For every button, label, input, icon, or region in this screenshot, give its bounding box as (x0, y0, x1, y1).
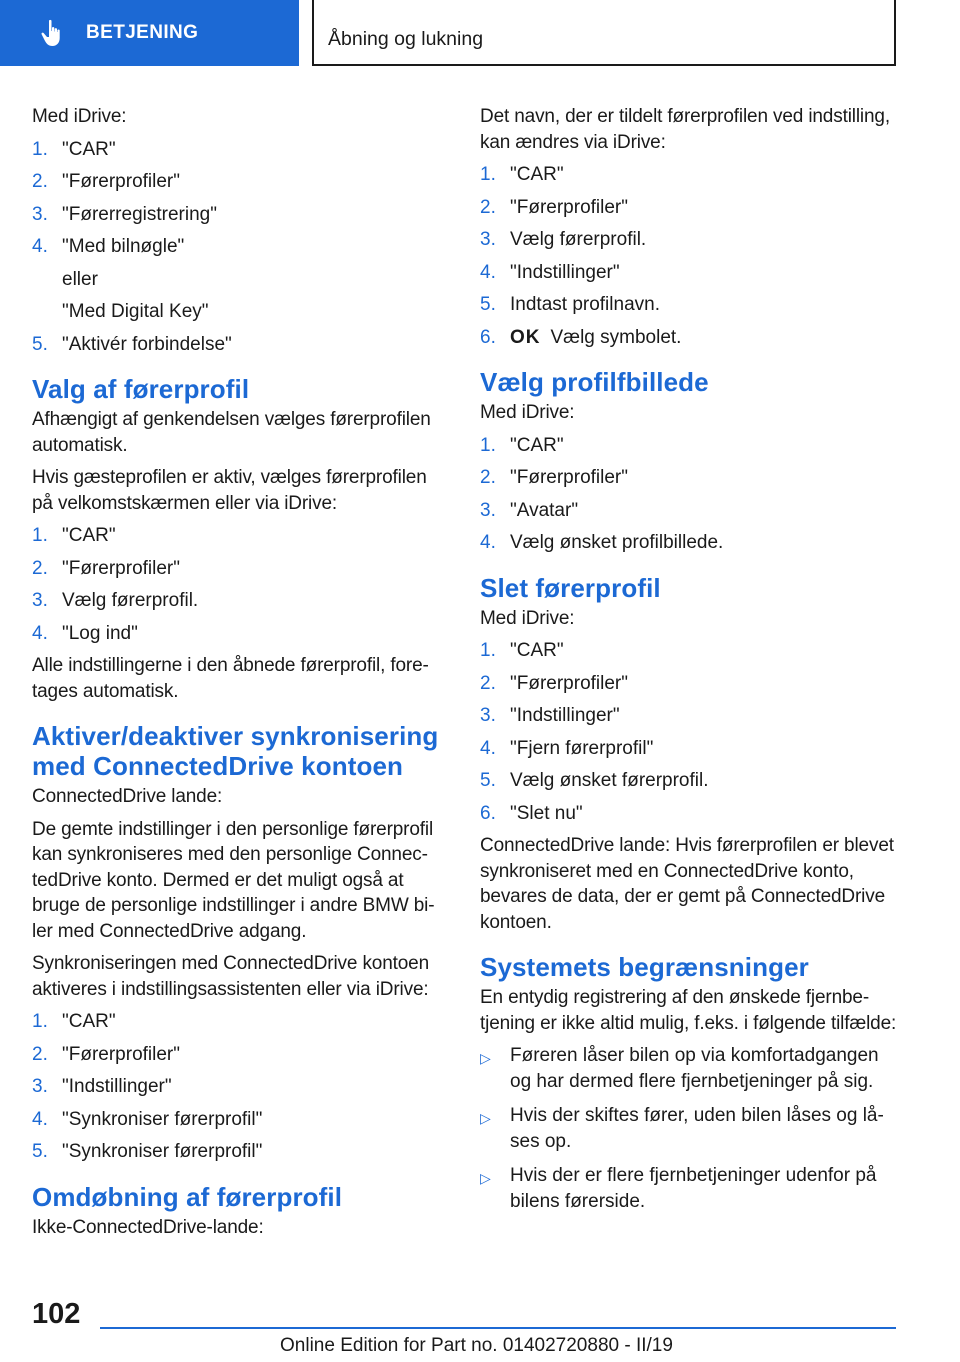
list-item (480, 1103, 898, 1154)
step-text (510, 768, 898, 794)
step-number: 3. (32, 1076, 48, 1097)
step-line: "Førerregistrering" (62, 203, 217, 225)
step-number: 3. (32, 203, 48, 225)
step-text (62, 1139, 444, 1165)
list-item (32, 1107, 444, 1133)
list-item (480, 530, 898, 556)
step-line: "Førerprofiler" (510, 467, 628, 488)
step-number: 2. (32, 1043, 48, 1065)
step-line: "CAR" (62, 138, 116, 160)
paragraph: Det navn, der er tildelt førerprofilen ved indstilling, kan ændres via iDrive: (480, 106, 890, 153)
paragraph: Synkroniseringen med ConnectedDrive kontoen aktiveres i indstillingsassistenten eller via iDrive: (32, 953, 430, 1000)
step-text (510, 227, 898, 253)
paragraph: En entydig registrering af den ønskede fjernbetjening er ikke altid mulig, f.eks. i følgende tilfælde: (480, 987, 897, 1034)
bullet-text: Hvis der skiftes fører, uden bilen låses og låses op. (510, 1105, 884, 1152)
list-item (32, 588, 444, 614)
hand-touch-icon (40, 18, 64, 48)
step-number: 2. (32, 171, 48, 192)
step-line: Vælg ønsket førerprofil. (510, 770, 709, 791)
step-line: "CAR" (62, 1011, 116, 1032)
steps-list-avatar (480, 433, 898, 556)
page-number: 102 (32, 1298, 81, 1330)
paragraph: Med iDrive: (480, 607, 575, 629)
list-item (480, 1163, 898, 1214)
step-text (510, 703, 898, 729)
step-number: 4. (480, 532, 496, 553)
list-item (480, 162, 898, 188)
step-line: "Førerprofiler" (510, 196, 628, 218)
step-text (510, 638, 898, 664)
step-number: 1. (480, 640, 496, 661)
list-item (32, 1009, 444, 1035)
list-item (32, 169, 444, 195)
step-text (62, 1042, 444, 1068)
limitations-list (480, 1043, 898, 1214)
page-title: Åbning og lukning (328, 28, 484, 50)
list-item (32, 332, 444, 358)
heading-valg-af-forerprofil: Valg af førerprofil (32, 374, 250, 404)
list-item (32, 621, 444, 647)
step-text (510, 260, 898, 286)
list-item (480, 671, 898, 697)
step-number: 2. (480, 467, 496, 488)
heading-omdobning: Omdøbning af førerprofil (32, 1181, 343, 1212)
paragraph: Hvis gæsteprofilen er aktiv, vælges førerprofilen på velkomstskærmen eller via iDrive: (32, 467, 427, 514)
step-line: "CAR" (62, 525, 116, 546)
step-line: "Slet nu" (510, 802, 583, 824)
list-item (480, 227, 898, 253)
list-item (480, 195, 898, 221)
paragraph: Med iDrive: (480, 402, 575, 423)
triangle-bullet-icon: ▷ (480, 1170, 491, 1186)
list-item (32, 1139, 444, 1165)
paragraph: Ikke-ConnectedDrive-lande: (32, 1216, 264, 1238)
list-item (480, 638, 898, 664)
step-text (62, 169, 444, 195)
heading-slet-forerprofil: Slet førerprofil (480, 572, 661, 603)
step-number: 5. (480, 294, 496, 315)
paragraph: ConnectedDrive lande: Hvis førerprofilen er blevet synkroniseret med en ConnectedDrive konto, bevares de data, der er gemt på ConnectedDrive kontoen. (480, 835, 894, 933)
step-number: 4. (32, 1108, 48, 1130)
bullet-text: Føreren låser bilen op via komfortadgangen og har dermed flere fjernbetjeninger på sig. (510, 1045, 879, 1092)
ok-symbol-icon: OK (510, 326, 541, 348)
section-tab (0, 0, 299, 66)
step-line: Vælg førerprofil. (62, 590, 199, 611)
paragraph: Alle indstillingerne i den åbnede førerprofil, foretages automatisk. (32, 655, 429, 702)
step-line: "Indstillinger" (62, 1076, 172, 1097)
step-text (510, 530, 898, 556)
list-item (480, 1043, 898, 1094)
page-header (0, 0, 960, 66)
steps-list-connect (32, 137, 444, 358)
step-text (510, 325, 898, 351)
step-line: Vælg ønsket profilbillede. (510, 532, 724, 553)
step-number: 3. (480, 705, 496, 726)
step-text (62, 621, 444, 647)
step-line: "Førerprofiler" (62, 557, 180, 579)
step-text (62, 1074, 444, 1100)
step-line: Indtast profilnavn. (510, 294, 660, 315)
list-item (32, 1042, 444, 1068)
step-line: "Avatar" (510, 499, 579, 521)
steps-list-select-profile (32, 523, 444, 646)
step-number: 5. (32, 1141, 48, 1162)
step-number: 3. (480, 499, 496, 521)
step-text (62, 137, 444, 163)
step-number: 3. (32, 590, 48, 611)
step-line: "Fjern førerprofil" (510, 737, 654, 759)
step-number: 2. (32, 557, 48, 579)
step-number: 2. (480, 672, 496, 694)
step-text (510, 465, 898, 491)
list-item (32, 1074, 444, 1100)
step-line: "Indstillinger" (510, 705, 620, 726)
list-item (32, 523, 444, 549)
footer-divider (100, 1327, 896, 1329)
step-number: 4. (32, 622, 48, 644)
list-item (480, 703, 898, 729)
step-6-label: Vælg symbolet. (550, 326, 682, 348)
left-column (32, 104, 444, 1247)
step-number: 4. (32, 236, 48, 257)
list-item (480, 260, 898, 286)
paragraph: De gemte indstillinger i den personlige førerprofil kan synkroniseres med den personlige ConnectedDrive konto. Dermed er det muligt også at bruge de personlige indstillinger i andre BMW biler med ConnectedDrive adgang. (32, 818, 435, 942)
list-item-step-6 (480, 325, 898, 351)
step-text (62, 1107, 444, 1133)
step-line: "CAR" (510, 434, 564, 456)
step-line: eller (62, 268, 98, 290)
step-number: 1. (32, 138, 48, 160)
step-line: "Synkroniser førerprofil" (62, 1141, 263, 1162)
step-line: "Førerprofiler" (62, 171, 180, 192)
step-number: 2. (480, 196, 496, 218)
step-line: "Med bilnøgle" (62, 236, 185, 257)
step-text (510, 195, 898, 221)
step-line: "Log ind" (62, 622, 138, 644)
step-text (62, 234, 444, 325)
step-text (510, 433, 898, 459)
step-line: "Indstillinger" (510, 261, 620, 283)
step-line: "Førerprofiler" (510, 672, 628, 694)
step-number: 1. (32, 525, 48, 546)
steps-list-rename (480, 162, 898, 350)
intro-text: Med iDrive: (32, 106, 127, 127)
list-item (480, 292, 898, 318)
list-item (32, 202, 444, 228)
step-number: 1. (480, 434, 496, 456)
step-number: 1. (480, 164, 496, 185)
list-item (480, 433, 898, 459)
step-number: 4. (480, 737, 496, 759)
step-line: "CAR" (510, 640, 564, 661)
triangle-bullet-icon: ▷ (480, 1050, 491, 1066)
step-text (62, 556, 444, 582)
step-text (510, 671, 898, 697)
step-text (62, 1009, 444, 1035)
list-item (480, 768, 898, 794)
heading-profilbillede: Vælg profilfbillede (480, 367, 709, 397)
list-item (480, 465, 898, 491)
heading-systemets-begraensninger: Systemets begrænsninger (480, 952, 809, 982)
step-text (510, 162, 898, 188)
step-number: 5. (32, 333, 48, 355)
steps-list-sync (32, 1009, 444, 1165)
right-column (480, 104, 898, 1223)
step-line: "Med Digital Key" (62, 301, 209, 322)
step-number: 6. (480, 802, 496, 824)
step-text (62, 523, 444, 549)
step-number: 1. (32, 1011, 48, 1032)
step-text (510, 292, 898, 318)
step-number: 6. (480, 326, 496, 348)
list-item (32, 137, 444, 163)
heading-synkronisering: Aktiver/deaktiver synkronisering med ConnectedDrive kontoen (32, 721, 439, 781)
list-item (480, 498, 898, 524)
bullet-text: Hvis der er flere fjernbetjeninger udenfor på bilens førerside. (510, 1165, 877, 1212)
triangle-bullet-icon: ▷ (480, 1110, 491, 1126)
section-label: BETJENING (86, 22, 199, 43)
step-text (510, 736, 898, 762)
list-item (32, 556, 444, 582)
step-text (510, 801, 898, 827)
step-text (510, 498, 898, 524)
step-number: 4. (480, 261, 496, 283)
step-text (62, 588, 444, 614)
step-line: Vælg førerprofil. (510, 229, 647, 250)
step-text (62, 202, 444, 228)
paragraph: Afhængigt af genkendelsen vælges førerprofilen automatisk. (32, 409, 431, 456)
step-line: "Synkroniser førerprofil" (62, 1108, 263, 1130)
footer-edition: Online Edition for Part no. 01402720880 - II/19 (280, 1335, 673, 1356)
step-text (62, 332, 444, 358)
steps-list-delete (480, 638, 898, 826)
step-number: 3. (480, 229, 496, 250)
paragraph: ConnectedDrive lande: (32, 786, 223, 807)
step-line: "Førerprofiler" (62, 1043, 180, 1065)
list-item (480, 801, 898, 827)
step-line: "CAR" (510, 164, 564, 185)
list-item (32, 234, 444, 325)
step-line: "Aktivér forbindelse" (62, 333, 232, 355)
list-item (480, 736, 898, 762)
step-number: 5. (480, 770, 496, 791)
header-title-box (312, 0, 896, 66)
